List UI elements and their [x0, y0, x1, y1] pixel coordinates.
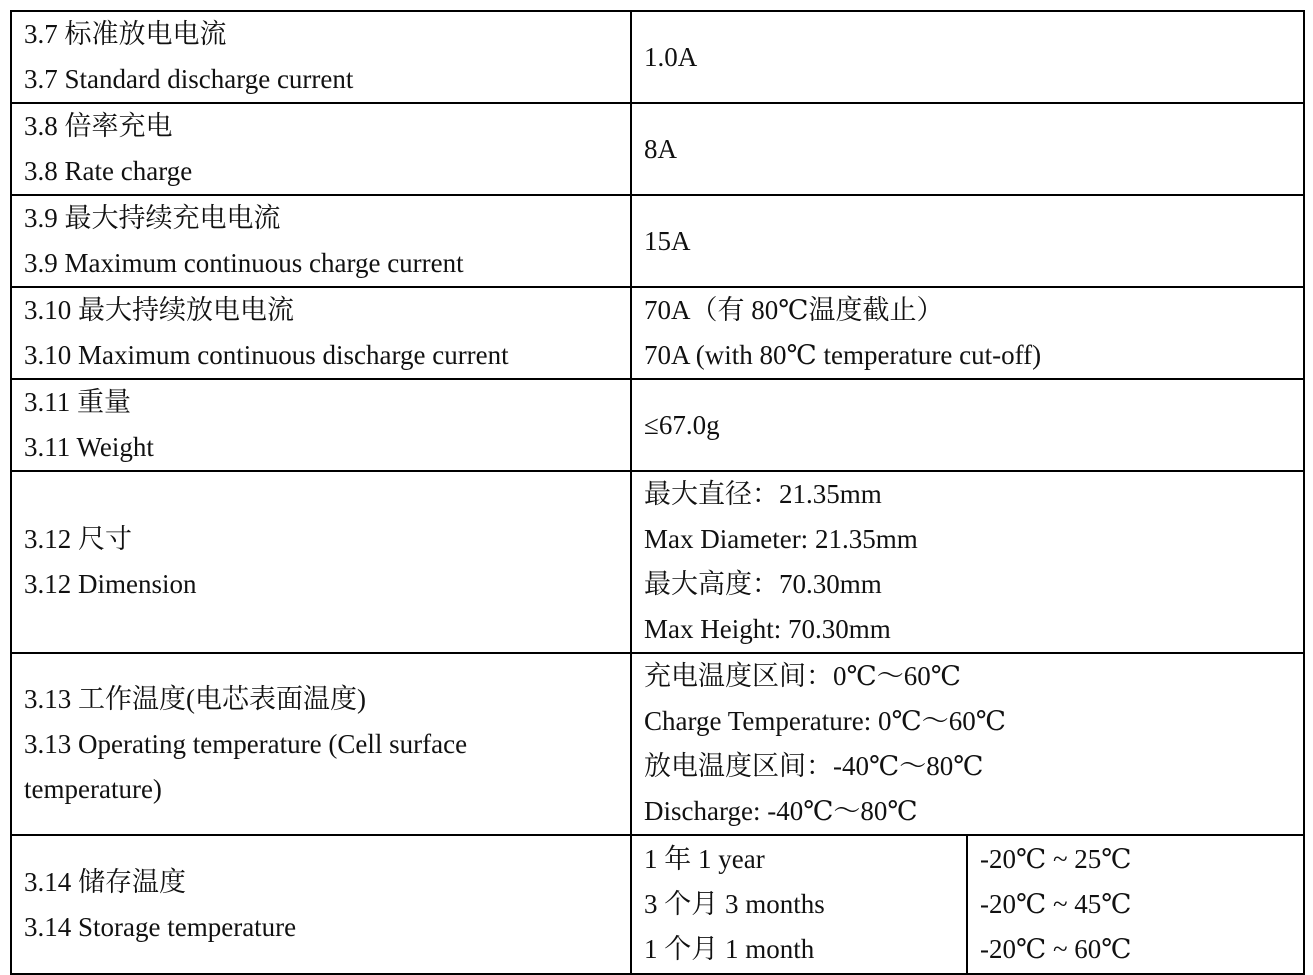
spec-value-line: 最大高度：70.30mm — [644, 569, 882, 599]
spec-value: 8A — [644, 133, 677, 164]
storage-range-cell — [967, 835, 1304, 974]
table-row — [11, 379, 1304, 471]
spec-label-cn: 3.11 重量 — [24, 387, 131, 417]
spec-label-cn: 3.8 倍率充电 — [24, 111, 173, 141]
table-row — [11, 471, 1304, 653]
spec-value-line: 放电温度区间：-40℃～80℃ — [644, 751, 984, 781]
spec-value-line: 最大直径：21.35mm — [644, 479, 882, 509]
storage-range: -20℃ ~ 25℃ — [980, 844, 1132, 874]
storage-range: -20℃ ~ 45℃ — [980, 889, 1132, 919]
spec-label-en: 3.13 Operating temperature (Cell surface — [24, 728, 468, 759]
spec-value-line: Max Diameter: 21.35mm — [644, 524, 918, 554]
spec-value-line: Max Height: 70.30mm — [644, 614, 891, 644]
spec-value-cn: 70A（有 80℃温度截止） — [644, 295, 944, 325]
storage-period: 1 年 1 year — [644, 844, 765, 874]
spec-label-cell — [11, 103, 631, 195]
spec-label-en-cont: temperature) — [24, 773, 162, 804]
spec-value-cell — [631, 287, 1304, 379]
spec-label-cn: 3.10 最大持续放电电流 — [24, 295, 294, 325]
table-row — [11, 195, 1304, 287]
spec-value-line: Discharge: -40℃～80℃ — [644, 796, 918, 826]
table-row — [11, 653, 1304, 835]
spec-value: 15A — [644, 225, 691, 256]
table-row — [11, 103, 1304, 195]
storage-period-cell — [631, 835, 967, 974]
spec-label-en: 3.7 Standard discharge current — [24, 64, 354, 94]
spec-label-en: 3.8 Rate charge — [24, 156, 193, 186]
spec-label-cn: 3.14 储存温度 — [24, 866, 186, 897]
spec-label-en: 3.14 Storage temperature — [24, 911, 297, 942]
spec-value: ≤67.0g — [644, 409, 720, 440]
spec-value-en: 70A (with 80℃ temperature cut-off) — [644, 340, 1042, 370]
spec-label-cell — [11, 11, 631, 103]
table-row — [11, 287, 1304, 379]
storage-period: 3 个月 3 months — [644, 889, 825, 919]
table-row — [11, 11, 1304, 103]
spec-value-line: Charge Temperature: 0℃～60℃ — [644, 706, 1006, 736]
table-row — [11, 835, 1304, 974]
spec-value-cell — [631, 103, 1304, 195]
storage-range: -20℃ ~ 60℃ — [980, 934, 1132, 964]
spec-value-cell — [631, 195, 1304, 287]
spec-value-line: 充电温度区间：0℃～60℃ — [644, 661, 961, 691]
spec-value-cell — [631, 653, 1304, 835]
spec-value-cell — [631, 11, 1304, 103]
spec-value-cell — [631, 379, 1304, 471]
spec-label-cell — [11, 287, 631, 379]
spec-label-en: 3.9 Maximum continuous charge current — [24, 248, 464, 278]
spec-label-cell — [11, 653, 631, 835]
spec-label-en: 3.11 Weight — [24, 432, 154, 462]
spec-value: 1.0A — [644, 41, 698, 72]
spec-value-cell — [631, 471, 1304, 653]
spec-label-cell — [11, 471, 631, 653]
spec-label-cell — [11, 835, 631, 974]
spec-label-cell — [11, 195, 631, 287]
spec-label-cn: 3.13 工作温度(电芯表面温度) — [24, 683, 366, 714]
spec-label-cell — [11, 379, 631, 471]
spec-label-en: 3.10 Maximum continuous discharge current — [24, 340, 509, 370]
spec-label-cn: 3.7 标准放电电流 — [24, 19, 227, 49]
storage-period: 1 个月 1 month — [644, 934, 815, 964]
spec-label-cn: 3.9 最大持续充电电流 — [24, 203, 281, 233]
spec-label-en: 3.12 Dimension — [24, 569, 197, 599]
spec-table — [10, 10, 1305, 975]
spec-label-cn: 3.12 尺寸 — [24, 524, 132, 554]
